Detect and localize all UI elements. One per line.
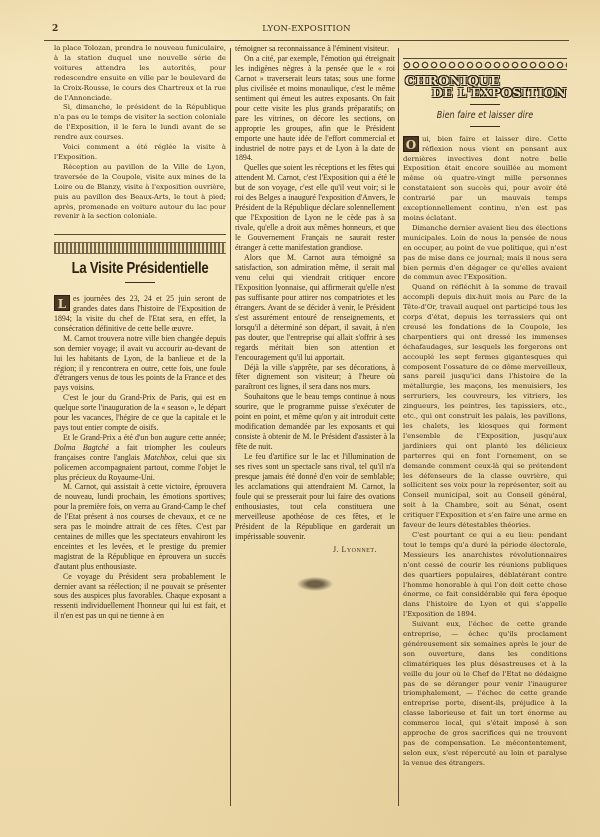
paragraph: Si, dimanche, le président de la République n'a pas eu le temps de visiter la section coloniale de l'Exposition, il le fera le lundi avant de se rendre aux courses. (54, 103, 226, 142)
paragraph: Ce voyage du Président sera probablement le dernier avant sa réélection; il ne pouvait se présenter sous des auspices plus favorables. Chaque exposant a ressenti individuellement l'honneur qui lui est fait, et il n'en est pas un qui ne tienne à en (54, 571, 226, 621)
dropcap-letter: L (54, 295, 70, 311)
column-rule-2 (398, 48, 399, 806)
paragraph-text: es journées des 23, 24 et 25 juin seront de grandes dates dans l'histoire de l'Exposition de 1894; la visite du chef de l'Etat sera, en effet, la consécration définitive de cette belle œuvre. (54, 294, 226, 333)
article-title: La Visite Présidentielle (71, 260, 209, 278)
ornamental-border (54, 242, 226, 254)
paragraph: Quand on réfléchit à la somme de travail accompli depuis dix-huit mois au Parc de la Tête-d'Or, travail auquel ont participé tous les corps d'état, depuis les terrassiers qui ont creusé les fondations de la Coupole, les charpentiers qui ont dressé les immenses échafaudages, sur lesquels les forgerons ont accouplé les sept fermes gigantesques qui composent l'ossature de ce dôme merveilleux, sans pareil jusqu'ici dans l'histoire de la métallurgie, les maçons, les menuisiers, les serruriers, les couvreurs, les vitriers, les zingueurs, les peintres, les tapissiers, etc., etc., qui ont construit les palais, les pavillons, les chalets, les kiosques qui forment l'ensemble de l'Exposition, jusqu'aux jardiniers qui ont planté les délicieux parterres qui en font l'ornement, on se demande comment ceux-là qui se prétendent les défenseurs de la classe ouvrière, qui sollicitent ses voix pour la représenter, soit au Conseil municipal, soit au Conseil général, soit à la Chambre, soit au Sénat, osent critiquer l'Exposition et s'en faire une arme en faveur de leurs détestables théories. (403, 283, 567, 530)
chronicle-title-line2: DE L'EXPOSITION (431, 84, 567, 100)
header-rule (44, 40, 569, 41)
paragraph: Quelles que soient les réceptions et les fêtes qui attendent M. Carnot, c'est l'Exposition qui a été le but de son voyage, c'est elle qu'il veut voir; si le roi des Belges a inauguré l'exposition d'Anvers, le Président de la République déclare solennellement que l'Exposition de Lyon ne le cède pas à sa rivale, qu'elle a droit aux mêmes honneurs, et que le Gouvernement Français ne saurait rester étranger à cette manifestation grandiose. (235, 163, 395, 253)
article-body (54, 294, 226, 621)
paragraph: Réception au pavillon de la Ville de Lyon, traversée de la Coupole, visite aux mines de la Loire ou de Blanzy, visite à l'exposition ouvrière, puis au pavillon des Beaux-Arts, le tout à pied; après, promenade en voiture autour du lac pour revenir à la section coloniale. (54, 162, 226, 221)
horse-name: Dolma Bagtché (54, 442, 109, 452)
page-number: 2 (52, 24, 59, 34)
text: a fait triompher les couleurs françaises contre l'anglais (54, 442, 226, 462)
column-1 (54, 44, 226, 621)
paragraph (403, 135, 567, 224)
text: , celui que six policemen accompagnaient partout, comme l'objet le plus précieux du Royaume-Uni. (54, 452, 226, 482)
dropcap-letter: O (403, 136, 419, 152)
horse-name: Matchbox (143, 452, 176, 462)
title-rule (470, 104, 500, 105)
paragraph: Voici comment a été réglée la visite à l'Exposition. (54, 143, 226, 161)
paragraph: Souhaitons que le beau temps continue à nous sourire, que le programme puisse s'exécuter de point en point, et même qu'on y ait introduit cette modification demandée par les exposants et qui consiste à obtenir de M. le Président d'assister à la fête de nuit. (235, 392, 395, 452)
chronicle-title-line1: CHRONIQUE (405, 73, 501, 88)
title-rule (125, 282, 155, 283)
author-signature: J. Lyonnet. (333, 544, 377, 554)
text: Et le Grand-Prix a été d'un bon augure cette année; (63, 432, 226, 442)
column-2 (235, 44, 395, 591)
ornamental-border (403, 58, 567, 70)
paragraph-text: ui, bien faire et laisser dire. Cette réflexion nous vient en pensant aux dernières invectives dont notre belle Exposition était encore souillée au moment même où quatre-vingt mille personnes constataient son succès qui, pour avoir été contrarié par un mauvais temps exceptionnellement continu, n'en est pas moins éclatant. (403, 134, 567, 222)
chronicle-subtitle: Bien faire et laisser dire (436, 109, 534, 121)
paragraph (54, 433, 226, 483)
paragraph: la place Tolozan, prendra le nouveau funiculaire, à la station duquel une nouvelle série de voitures attendra les autorités, pour redescendre ensuite en ville par le boulevard de la Croix-Rousse, le cours des Chartreux et la rue de l'Annonciade. (54, 44, 226, 102)
paragraph: Suivant eux, l'échec de cette grande entreprise, — échec qu'ils proclament généreusement six semaines après le jour de son ouverture, dans les conditions climatériques les plus désastreuses et à la veille du jour où le Chef de l'Etat ne dédaigne pas de se déranger pour venir l'inaugurer triomphalement, — l'échec de cette grande entreprise porte, disent-ils, préjudice à la classe laborieuse et fait un tort énorme au commerce local, qui s'était imposé à son approche de gros sacrifices qui ne trouvent pas de compensation. Le mécontentement, selon eux, s'est répercuté au loin et paralyse la venue des étrangers. (403, 620, 567, 767)
page-header (44, 24, 569, 38)
section-divider (54, 234, 226, 235)
paragraph: M. Carnot trouvera notre ville bien changée depuis son dernier voyage; il avait vu accourir au-devant de lui les habitants de Lyon, de la banlieue et de la région; il y rencontrera en outre, cette fois, une foule d'étrangers venus de tous les points de la France et des pays voisins. (54, 333, 226, 393)
previous-article-continuation (54, 44, 226, 222)
paragraph: On a cité, par exemple, l'émotion qui étreignait les indigènes nègres à la pensée que le « roi Carnot » traverserait leurs tatas; sous une forme plus civilisée et moins monaulique, c'est le même sentiment qui émeut les autres exposants. On fait pour cette visite les plus grands préparatifs; on pare les vitrines, on décore les sections, on approprie les groupes, afin que le Président emporte une haute idée de l'effort commercial et industriel de notre pays et de Lyon à la date de 1894. (235, 53, 395, 163)
column-3 (403, 44, 567, 769)
paragraph: M. Carnot, qui assistait à cette victoire, éprouvera de nouveau, lundi prochain, les émotions sportives; pour la première fois, on verra au Grand-Camp le chef de l'Etat présent à nos courses de chevaux, et ce ne sera pas le moindre attrait de ces fêtes. C'est par centaines de milles que les spectateurs envahiront les enceintes et les levées, et le prestige du premier magistrat de la République en éprouvera un succès d'autant plus enthousiaste. (54, 482, 226, 571)
paragraph: Alors que M. Carnot aura témoigné sa satisfaction, son admiration même, il serait mal venu celui qui viendrait critiquer encore l'Exposition lyonnaise, qui affirmerait qu'elle n'est pas suffisante pour attirer nos compatriotes et les étrangers. Avant de se décider à venir, le Président s'est assurément entouré de renseignements, et lorsqu'il a déterminé son départ, il savait, à n'en pas douter, que l'entreprise qui allait s'offrir à ses regards méritait bien son attention et l'encouragement qu'il lui apportait. (235, 253, 395, 362)
paragraph: témoigner sa reconnaissance à l'éminent visiteur. (235, 44, 389, 53)
paragraph: Dimanche dernier avaient lieu des élections municipales. Loin de nous la pensée de nous en occuper, au point de vue politique, qui n'est pas de mise dans ce journal; mais il nous sera bien permis d'en dégager ce qu'elles avaient de commun avec l'Exposition. (403, 223, 567, 282)
column-rule-1 (230, 48, 231, 806)
paragraph: C'est le jour du Grand-Prix de Paris, qui est en quelque sorte l'inauguration de la « season », le départ pour les vacances, l'hégire de ce que la capitale et le pays tout entier compte de oisifs. (54, 393, 226, 432)
running-title: LYON-EXPOSITION (262, 24, 351, 34)
ornament-vignette (297, 577, 333, 591)
paragraph (54, 294, 226, 334)
title-rule (470, 126, 500, 127)
paragraph: C'est pourtant ce qui a eu lieu: pendant tout le temps qu'a duré la période électorale, Messieurs les anarchistes révolutionnaires n'ont cessé de courir les réunions publiques des quartiers populaires, déblatérant contre l'homme honorable à qui l'on doit cette chose énorme, ce fait considérable qui fera époque dans l'histoire de Lyon et qui s'appelle l'Exposition de 1894. (403, 530, 567, 619)
paragraph: Déjà la ville s'apprête, par ses décorations, à fêter dignement son visiteur; à l'heure où paraîtront ces lignes, il sera dans nos murs. (235, 362, 395, 392)
paragraph: Le feu d'artifice sur le lac et l'illumination de ses rives sont un spectacle sans rival, tel qu'il n'a presque jamais été donné d'en voir de semblable; les acclamations qui attendraient M. Carnot, la foule qui se presserait pour lui faire des ovations enthousiastes, tout cela constituera une merveilleuse apothéose de ces fêtes, et le Président de la République en garderait un impérissable souvenir. (235, 452, 395, 541)
